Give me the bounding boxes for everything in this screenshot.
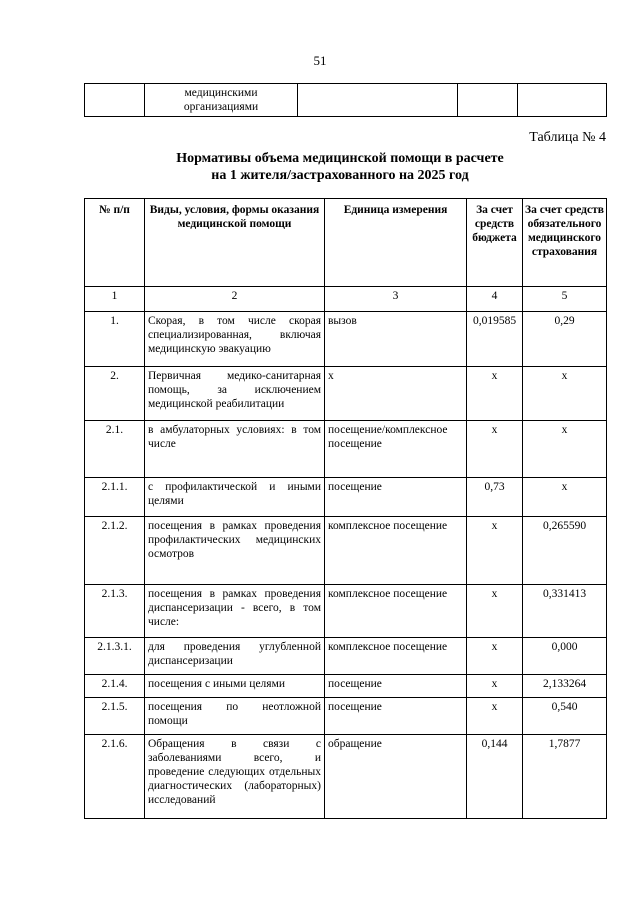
row-name: Скорая, в том числе скорая специализированная, включая медицинскую эвакуацию bbox=[145, 312, 325, 367]
row-unit: посещение bbox=[325, 675, 467, 698]
column-number: 2 bbox=[145, 287, 325, 312]
column-number-row bbox=[85, 287, 607, 312]
continuation-table bbox=[84, 83, 607, 117]
row-num: 2.1.5. bbox=[85, 698, 145, 735]
table-row bbox=[85, 698, 607, 735]
row-oms: 0,540 bbox=[523, 698, 607, 735]
row-oms: 0,265590 bbox=[523, 517, 607, 585]
row-budget: х bbox=[467, 585, 523, 638]
continuation-cell-num bbox=[85, 84, 145, 117]
table-row bbox=[85, 638, 607, 675]
row-budget: х bbox=[467, 675, 523, 698]
row-budget: 0,019585 bbox=[467, 312, 523, 367]
table-title-line-2: на 1 жителя/застрахованного на 2025 год bbox=[211, 168, 469, 183]
row-budget: 0,73 bbox=[467, 478, 523, 517]
row-unit: комплексное посещение bbox=[325, 638, 467, 675]
row-name: для проведения углубленной диспансеризации bbox=[145, 638, 325, 675]
continuation-cell-unit bbox=[298, 84, 458, 117]
continuation-row bbox=[85, 84, 607, 117]
page-number: 51 bbox=[313, 53, 327, 68]
table-row bbox=[85, 312, 607, 367]
header-row bbox=[85, 199, 607, 287]
row-num: 2.1.6. bbox=[85, 735, 145, 819]
row-oms: 1,7877 bbox=[523, 735, 607, 819]
row-budget: х bbox=[467, 367, 523, 421]
row-unit: посещение bbox=[325, 478, 467, 517]
row-name: посещения в рамках проведения профилактических медицинских осмотров bbox=[145, 517, 325, 585]
row-oms: 0,000 bbox=[523, 638, 607, 675]
column-number: 3 bbox=[325, 287, 467, 312]
continuation-cell-oms bbox=[518, 84, 607, 117]
row-name: в амбулаторных условиях: в том числе bbox=[145, 421, 325, 478]
table-row bbox=[85, 735, 607, 819]
row-oms: 2,133264 bbox=[523, 675, 607, 698]
column-number: 4 bbox=[467, 287, 523, 312]
row-budget: х bbox=[467, 698, 523, 735]
row-num: 2.1.1. bbox=[85, 478, 145, 517]
row-name: посещения с иными целями bbox=[145, 675, 325, 698]
row-oms: х bbox=[523, 478, 607, 517]
row-budget: х bbox=[467, 421, 523, 478]
row-unit: комплексное посещение bbox=[325, 585, 467, 638]
row-num: 2.1.2. bbox=[85, 517, 145, 585]
table-row bbox=[85, 421, 607, 478]
row-oms: 0,331413 bbox=[523, 585, 607, 638]
row-name: посещения по неотложной помощи bbox=[145, 698, 325, 735]
table-row bbox=[85, 478, 607, 517]
table-title-line-1: Нормативы объема медицинской помощи в расчете bbox=[176, 151, 504, 166]
norms-table bbox=[84, 198, 607, 819]
header-budget: За счет средств бюджета bbox=[467, 199, 523, 287]
row-num: 1. bbox=[85, 312, 145, 367]
column-number: 1 bbox=[85, 287, 145, 312]
table-row bbox=[85, 367, 607, 421]
row-unit: посещение/комплексное посещение bbox=[325, 421, 467, 478]
header-num: № п/п bbox=[85, 199, 145, 287]
row-num: 2.1. bbox=[85, 421, 145, 478]
row-num: 2.1.3.1. bbox=[85, 638, 145, 675]
row-unit: посещение bbox=[325, 698, 467, 735]
row-num: 2.1.4. bbox=[85, 675, 145, 698]
row-unit: вызов bbox=[325, 312, 467, 367]
continuation-cell-budget bbox=[458, 84, 518, 117]
row-oms: 0,29 bbox=[523, 312, 607, 367]
continuation-cell-name: медицинскими организациями bbox=[145, 84, 298, 117]
row-unit: х bbox=[325, 367, 467, 421]
table-row bbox=[85, 675, 607, 698]
table-row bbox=[85, 585, 607, 638]
row-budget: х bbox=[467, 638, 523, 675]
row-name: с профилактической и иными целями bbox=[145, 478, 325, 517]
row-budget: х bbox=[467, 517, 523, 585]
row-budget: 0,144 bbox=[467, 735, 523, 819]
row-num: 2. bbox=[85, 367, 145, 421]
header-unit: Единица измерения bbox=[325, 199, 467, 287]
row-name: Обращения в связи с заболеваниями всего, и проведение следующих отдельных диагностических (лабораторных) исследований bbox=[145, 735, 325, 819]
header-oms: За счет средств обязательного медицинского страхования bbox=[523, 199, 607, 287]
row-num: 2.1.3. bbox=[85, 585, 145, 638]
column-number: 5 bbox=[523, 287, 607, 312]
table-title bbox=[0, 150, 640, 184]
row-oms: х bbox=[523, 421, 607, 478]
table-caption: Таблица № 4 bbox=[529, 130, 606, 145]
row-unit: обращение bbox=[325, 735, 467, 819]
row-name: Первичная медико-санитарная помощь, за исключением медицинской реабилитации bbox=[145, 367, 325, 421]
table-row bbox=[85, 517, 607, 585]
row-name: посещения в рамках проведения диспансеризации - всего, в том числе: bbox=[145, 585, 325, 638]
row-oms: х bbox=[523, 367, 607, 421]
row-unit: комплексное посещение bbox=[325, 517, 467, 585]
header-name: Виды, условия, формы оказания медицинской помощи bbox=[145, 199, 325, 287]
